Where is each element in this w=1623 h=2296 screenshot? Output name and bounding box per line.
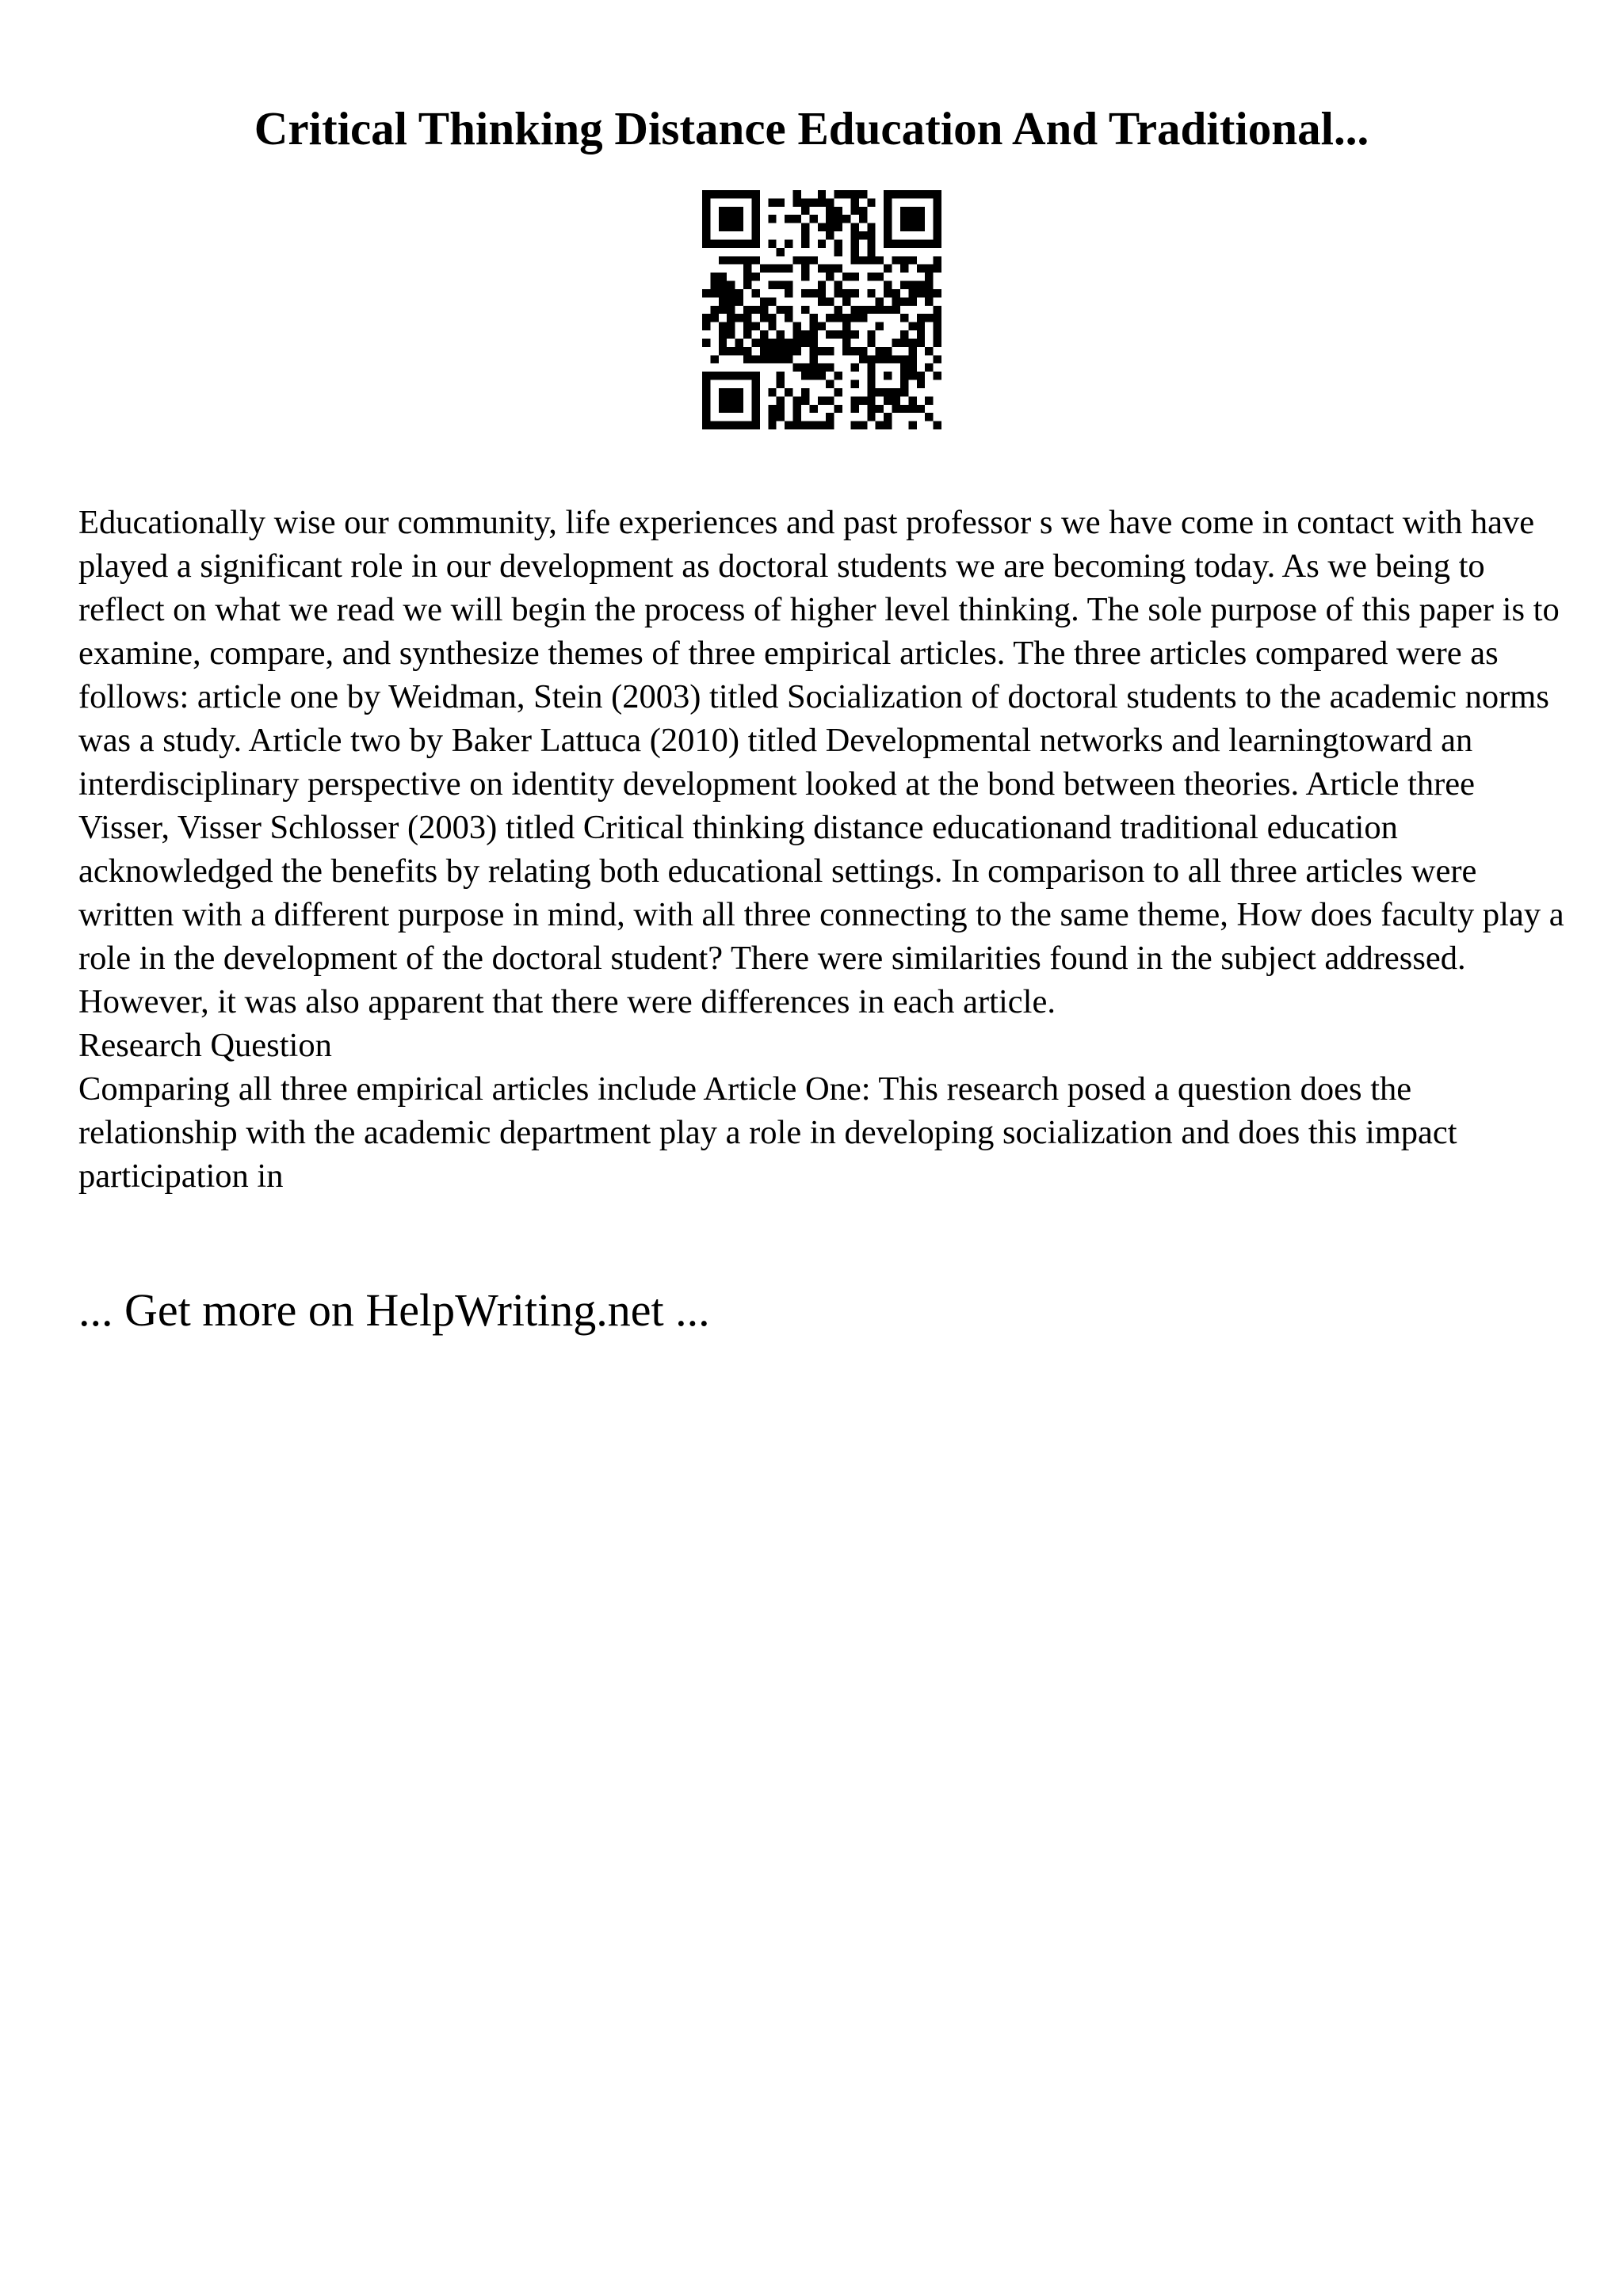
section-heading-research-question: Research Question — [78, 1027, 332, 1064]
intro-paragraph: Educationally wise our community, life experiences and past professor s we have come in contact with have played a significant role in our development as doctoral students we are becoming today. As we being to reflect on what we read we will begin the process of higher level thinking. The sole purpose of this paper is to examine, compare, and synthesize themes of three empirical articles. The three articles compared were as follows: article one by Weidman, Stein (2003) titled Socialization of doctoral students to the academic norms was a study. Article two by Baker Lattuca (2010) titled Developmental networks and learningtoward an interdisciplinary perspective on identity development looked at the bond between theories. Article three Visser, Visser Schlosser (2003) titled Critical thinking distance educationand traditional education acknowledged the benefits by relating both educational settings. In comparison to all three articles were written with a different purpose in mind, with all three connecting to the same theme, How does faculty play a role in the development of the doctoral student? There were similarities found in the subject addressed. However, it was also apparent that there were differences in each article. — [78, 504, 1564, 1020]
document-title: Critical Thinking Distance Education And Traditional... — [254, 102, 1369, 154]
get-more-link[interactable]: ... Get more on HelpWriting.net ... — [78, 1284, 710, 1336]
article-body — [78, 501, 1568, 1198]
research-question-paragraph: Comparing all three empirical articles include Article One: This research posed a question does the relationship with the academic department play a role in developing socialization and does this impact participation in — [78, 1070, 1457, 1195]
qr-code-icon[interactable] — [702, 190, 941, 429]
